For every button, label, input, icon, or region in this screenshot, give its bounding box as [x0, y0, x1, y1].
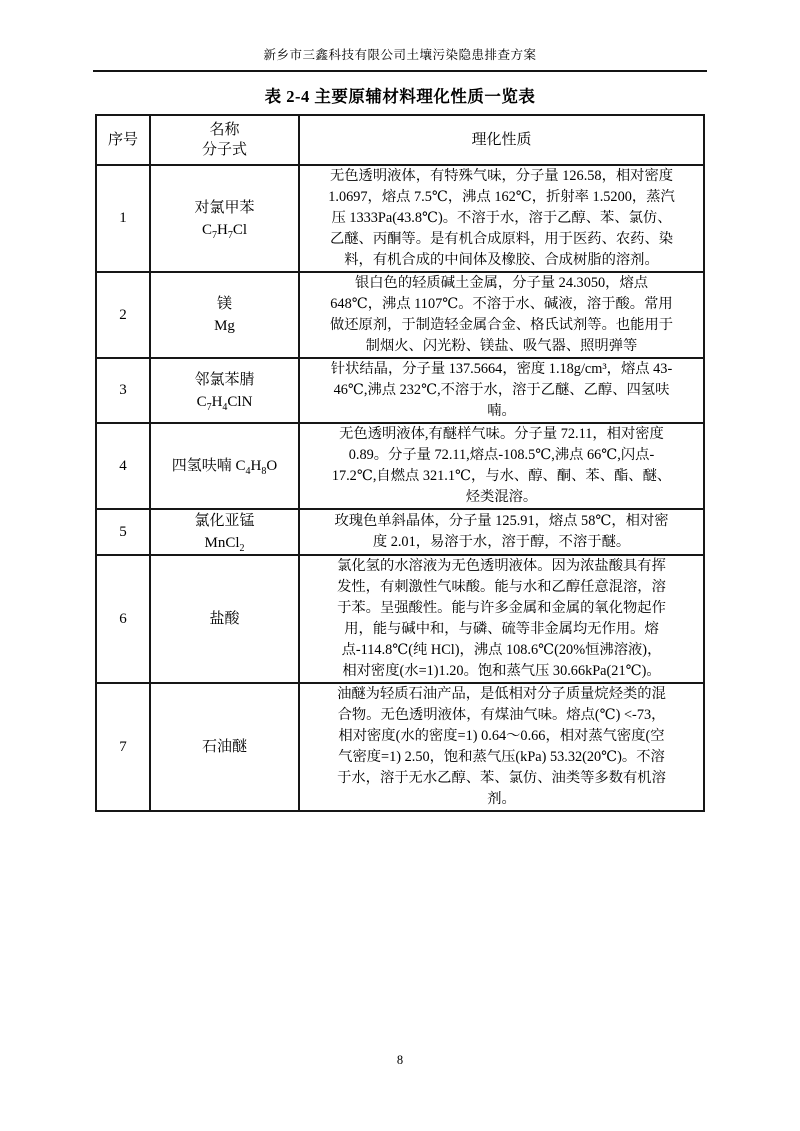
material-properties-text: [299, 272, 704, 358]
col-header-properties: 理化性质: [299, 115, 704, 165]
property-text-line: 648℃，沸点 1107℃。不溶于水、碱液，溶于酸。常用: [330, 296, 673, 312]
material-name-line: 盐酸: [209, 611, 240, 627]
property-text-line: 1.0697，熔点 7.5℃，沸点 162℃，折射率 1.5200，蒸汽: [328, 189, 675, 205]
property-text-line: 点-114.8℃(纯 HCl)，沸点 108.6℃(20%恒沸溶液)，: [341, 642, 662, 658]
col-header-name-line: 名称: [209, 122, 240, 138]
material-name-formula: [150, 272, 299, 358]
material-name-line: 对氯甲苯: [194, 199, 255, 216]
page-number: 8: [396, 1053, 404, 1067]
material-name-formula: [150, 165, 299, 272]
property-text-line: 相对密度(水的密度=1) 0.64～0.66，相对蒸气密度(空: [338, 728, 665, 744]
property-text-line: 烃类混溶。: [465, 489, 538, 505]
material-name-line: 镁: [216, 296, 232, 312]
material-properties-text: [299, 358, 704, 423]
material-name-formula: [150, 683, 299, 811]
document-header: [93, 0, 707, 72]
material-name-line: 石油醚: [201, 739, 247, 755]
material-name-line: 邻氯苯腈: [194, 371, 255, 388]
table-row: [96, 555, 704, 683]
property-text-line: 玫瑰色单斜晶体，分子量 125.91，熔点 58℃，相对密: [334, 513, 669, 529]
material-name-formula: [150, 423, 299, 509]
property-text-line: 46℃,沸点 232℃,不溶于水，溶于乙醚、乙醇、四氢呋: [333, 382, 670, 398]
table-header-row: [96, 115, 704, 165]
property-text-line: 无色透明液体，有特殊气味，分子量 126.58，相对密度: [329, 168, 674, 184]
table-row: [96, 358, 704, 423]
table-row: [96, 509, 704, 555]
property-text-line: 做还原剂，于制造轻金属合金、格氏试剂等。也能用于: [329, 317, 674, 333]
property-text-line: 相对密度(水=1)1.20。饱和蒸气压 30.66kPa(21℃)。: [342, 663, 661, 679]
property-text-line: 银白色的轻质碱土金属，分子量 24.3050，熔点: [354, 275, 649, 291]
property-text-line: 于苯。呈强酸性。能与许多金属和金属的氧化物起作: [337, 600, 666, 616]
row-serial-number: 4: [96, 423, 150, 509]
material-name-formula: [150, 555, 299, 683]
row-serial-number: 6: [96, 555, 150, 683]
header-title: 新乡市三鑫科技有限公司土壤污染隐患排查方案: [93, 45, 707, 72]
property-text-line: 合物。无色透明液体，有煤油气味。熔点(℃) <-73，: [337, 707, 666, 723]
material-properties-text: [299, 423, 704, 509]
row-serial-number: 3: [96, 358, 150, 423]
property-text-line: 压 1333Pa(43.8℃)。不溶于水，溶于乙醇、苯、氯仿、: [331, 210, 672, 226]
row-serial-number: 2: [96, 272, 150, 358]
col-header-formula-line: 分子式: [201, 142, 247, 158]
table-row: [96, 272, 704, 358]
property-text-line: 剂。: [487, 791, 516, 807]
material-name-line: 氯化亚锰: [194, 513, 255, 529]
table-row: [96, 683, 704, 811]
property-text-line: 喃。: [487, 403, 516, 419]
row-serial-number: 7: [96, 683, 150, 811]
property-text-line: 17.2℃,自燃点 321.1℃，与水、醇、酮、苯、酯、醚、: [331, 468, 672, 484]
table-row: [96, 165, 704, 272]
table-title: 表 2-4 主要原辅材料理化性质一览表: [264, 87, 536, 106]
property-text-line: 0.89。分子量 72.11,熔点-108.5℃,沸点 66℃,闪点-: [348, 447, 655, 463]
material-name-formula: [150, 509, 299, 555]
material-name-line: MnCl$_2$: [204, 535, 245, 554]
property-text-line: 度 2.01，易溶于水，溶于醇，不溶于醚。: [372, 534, 631, 550]
material-name-line: $C_7H_4ClN$: [196, 393, 253, 413]
property-text-line: 料，有机合成的中间体及橡胶、合成树脂的溶剂。: [344, 252, 659, 268]
material-properties-text: [299, 509, 704, 555]
property-text-line: 气密度=1) 2.50，饱和蒸气压(kPa) 53.32(20℃)。不溶: [338, 749, 665, 765]
material-name-line: Mg: [214, 318, 235, 334]
row-serial-number: 1: [96, 165, 150, 272]
property-text-line: 乙醚、丙酮等。是有机合成原料，用于医药、农药、染: [329, 231, 674, 247]
material-properties-text: [299, 165, 704, 272]
material-name-line: 四氢呋喃 $C_4H_8O$: [171, 458, 278, 477]
property-text-line: 制烟火、闪光粉、镁盐、吸气器、照明弹等: [365, 338, 638, 354]
property-text-line: 无色透明液体,有醚样气味。分子量 72.11，相对密度: [339, 426, 664, 442]
property-text-line: 氯化氢的水溶液为无色透明液体。因为浓盐酸具有挥: [337, 558, 666, 574]
material-name-formula: [150, 358, 299, 423]
col-header-name-formula: [150, 115, 299, 165]
materials-properties-table: [95, 114, 705, 812]
material-properties-text: [299, 683, 704, 811]
property-text-line: 于水，溶于无水乙醇、苯、氯仿、油类等多数有机溶: [337, 770, 666, 786]
table-row: [96, 423, 704, 509]
col-header-serial-number: 序号: [96, 115, 150, 165]
property-text-line: 用，能与碱中和，与磷、硫等非金属均无作用。熔: [344, 621, 659, 637]
property-text-line: 油醚为轻质石油产品，是低相对分子质量烷烃类的混: [337, 686, 666, 702]
material-properties-text: [299, 555, 704, 683]
property-text-line: 针状结晶，分子量 137.5664，密度 1.18g/cm³，熔点 43-: [330, 361, 673, 377]
material-name-line: $C_7H_7Cl$: [201, 221, 248, 241]
property-text-line: 发性，有刺激性气味酸。能与水和乙醇任意混溶，溶: [337, 579, 666, 595]
row-serial-number: 5: [96, 509, 150, 555]
